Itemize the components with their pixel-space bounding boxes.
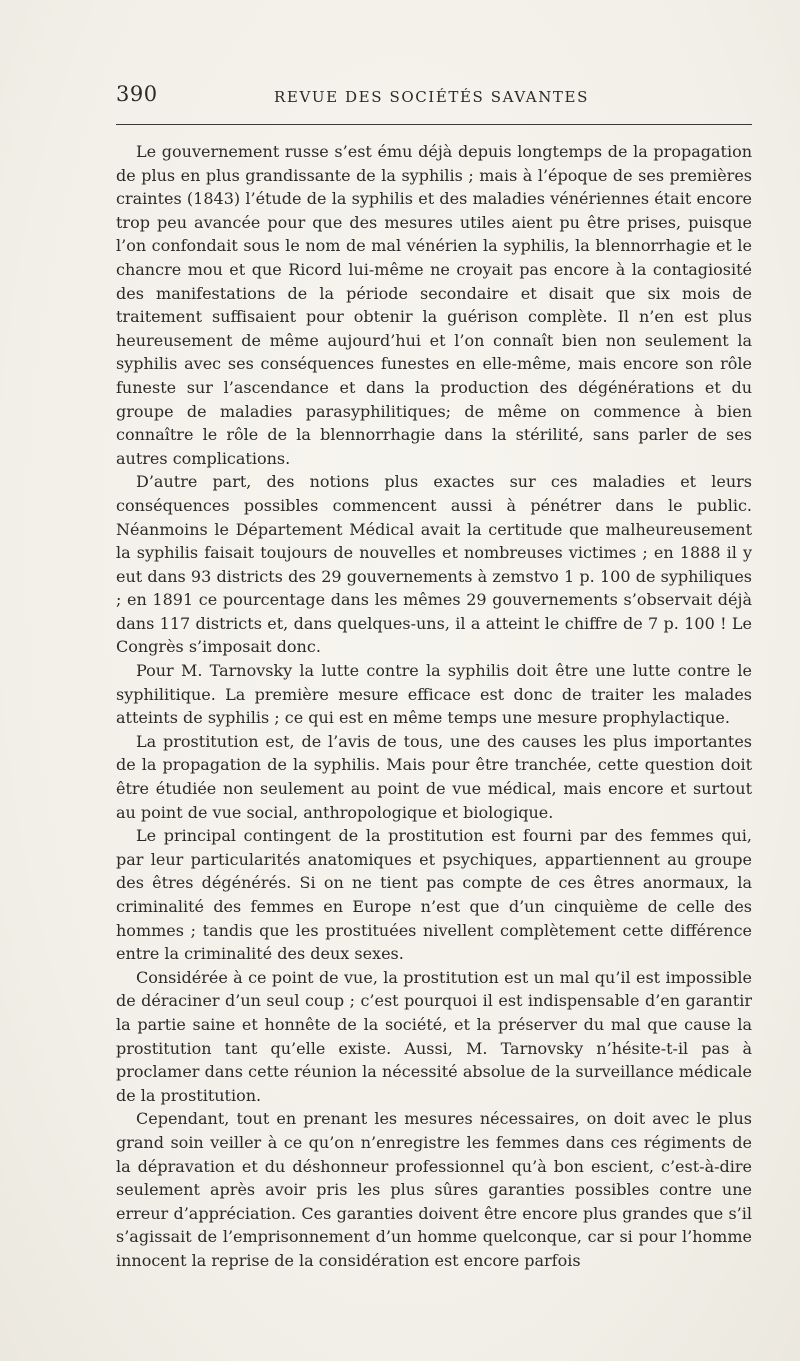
paragraph: D’autre part, des notions plus exactes sur ces maladies et leurs conséquences possibles commencent aussi à pénétrer dans le public. Néanmoins le Département Médical avait la certitude que malheureusement la syphilis faisait toujours de nouvelles et nombreuses victimes ; en 1888 il y eut dans 93 districts des 29 gouvernements à zemstvo 1 p. 100 de syphiliques ; en 1891 ce pourcentage dans les mêmes 29 gouvernements s’observait déjà dans 117 districts et, dans quelques-uns, il a atteint le chiffre de 7 p. 100 ! Le Congrès s’imposait donc. — [116, 472, 752, 657]
body-text — [116, 140, 752, 1273]
paragraph: Pour M. Tarnovsky la lutte contre la syphilis doit être une lutte contre le syphilitique. La première mesure efficace est donc de traiter les malades atteints de syphilis ; ce qui est en même temps une mesure prophylactique. — [116, 661, 752, 728]
paragraph: Le gouvernement russe s’est ému déjà depuis longtemps de la propagation de plus en plus grandissante de la syphilis ; mais à l’époque de ses premières craintes (1843) l’étude de la syphilis et des maladies vénériennes était encore trop peu avancée pour que des mesures utiles aient pu être prises, puisque l’on confondait sous le nom de mal vénérien la syphilis, la blennorrhagie et le chancre mou et que Ricord lui-même ne croyait pas encore à la contagiosité des manifestations de la période secondaire et disait que six mois de traitement suffisaient pour obtenir la guérison complète. Il n’en est plus heureusement de même aujourd’hui et l’on connaît bien non seulement la syphilis avec ses conséquences funestes en elle-même, mais encore son rôle funeste sur l’ascendance et dans la production des dégénérations et du groupe de maladies parasyphilitiques; de même on commence à bien connaître le rôle de la blennorrhagie dans la stérilité, sans parler de ses autres complications. — [116, 142, 752, 468]
header-rule — [116, 124, 752, 125]
paragraph: La prostitution est, de l’avis de tous, une des causes les plus importantes de la propagation de la syphilis. Mais pour être tranchée, cette question doit être étudiée non seulement au point de vue médical, mais encore et surtout au point de vue social, anthropologique et biologique. — [116, 731, 752, 822]
page-header — [116, 82, 752, 112]
running-title: REVUE DES SOCIÉTÉS SAVANTES — [274, 88, 589, 106]
page-number: 390 — [116, 82, 158, 106]
paragraph: Cependant, tout en prenant les mesures nécessaires, on doit avec le plus grand soin veiller à ce qu’on n’enregistre les femmes dans ces régiments de la dépravation et du déshonneur professionnel qu’à bon escient, c’est-à-dire seulement après avoir pris les plus sûres garanties possibles contre une erreur d’appréciation. Ces garanties doivent être encore plus grandes que s’il s’agissait de l’emprisonnement d’un homme quelconque, car si pour l’homme innocent la reprise de la considération est encore parfois — [116, 1109, 752, 1270]
paragraph: Le principal contingent de la prostitution est fourni par des femmes qui, par leur particularités anatomiques et psychiques, appartiennent au groupe des êtres dégénérés. Si on ne tient pas compte de ces êtres anormaux, la criminalité des femmes en Europe n’est que d’un cinquième de celle des hommes ; tandis que les prostituées nivellent complètement cette différence entre la criminalité des deux sexes. — [116, 826, 752, 964]
paragraph: Considérée à ce point de vue, la prostitution est un mal qu’il est impossible de déraciner d’un seul coup ; c’est pourquoi il est indispensable d’en garantir la partie saine et honnête de la société, et la préserver du mal que cause la prostitution tant qu’elle existe. Aussi, M. Tarnovsky n’hésite-t-il pas à proclamer dans cette réunion la nécessité absolue de la surveillance médicale de la prostitution. — [116, 967, 752, 1105]
